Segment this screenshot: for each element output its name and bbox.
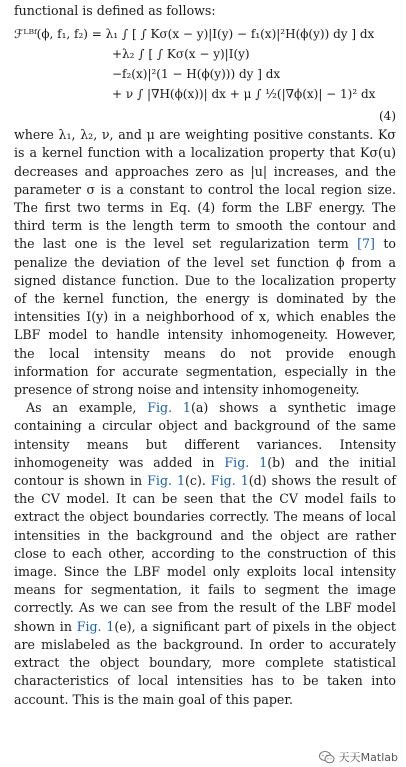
paragraph-2	[14, 399, 396, 708]
equation-line-2: +λ₂ ∫ [ ∫ Kσ(x − y)|I(y)	[112, 47, 250, 62]
equation-4	[14, 24, 396, 126]
watermark-text: 天天Matlab	[338, 751, 398, 764]
paper-page	[14, 2, 396, 709]
equation-number: (4)	[379, 109, 396, 124]
intro-text: functional is defined as follows:	[14, 3, 216, 18]
reference-link[interactable]: Fig. 1	[210, 473, 249, 489]
wechat-icon	[319, 751, 335, 764]
paragraph-text: (a) shows a synthetic image containing a circular object and background of the same intensity means but different variances. Intensity inhomogeneity was added in	[14, 400, 396, 470]
paragraph-text: (e), a significant part of pixels in the object are mislabeled as the background. In order to accurately extract the object boundary, more complete statistical characteristics of local intensities has to be taken into account. This is the main goal of this paper.	[14, 618, 396, 707]
equation-line-3: −f₂(x)|²(1 − H(ϕ(y))) dy ] dx	[112, 67, 281, 82]
paragraph-text: (c).	[185, 473, 211, 489]
paragraph-text: to penalize the deviation of the level set function ϕ from a signed distance function. Due to the localization property of the kernel function, the energy is dominated by the intensities I(y) in a neighborhood of x, which enables the LBF model to handle intensity inhomogeneity. However, the local intensity means do not provide enough information for accurate segmentation, especially in the presence of strong noise and intensity inhomogeneity.	[14, 236, 396, 398]
reference-link[interactable]: Fig. 1	[147, 473, 186, 489]
equation-line-4: + ν ∫ |∇H(ϕ(x))| dx + μ ∫ ½(|∇ϕ(x)| − 1)² dx	[112, 87, 376, 102]
paragraph-text: (b) and the initial contour is shown in	[14, 454, 396, 489]
reference-link[interactable]: Fig. 1	[224, 454, 268, 470]
paragraph-text: where λ₁, λ₂, ν, and μ are weighting positive constants. Kσ is a kernel function with a localization property that Kσ(u) decreases and approaches zero as |u| increases, and the parameter σ is a constant to control the local region size. The first two terms in Eq. (4) form the LBF energy. The third term is the length term to smooth the contour and the last one is the level set regularization term	[14, 127, 396, 252]
reference-link[interactable]: Fig. 1	[76, 618, 115, 634]
reference-link[interactable]: Fig. 1	[147, 400, 191, 416]
reference-link[interactable]: [7]	[357, 236, 375, 252]
paragraph-text: As an example,	[26, 400, 148, 416]
equation-line-1: ℱᴸᴮᶠ(ϕ, f₁, f₂) = λ₁ ∫ [ ∫ Kσ(x − y)|I(y) − f₁(x)|²H(ϕ(y)) dy ] dx	[14, 27, 375, 42]
watermark	[319, 749, 398, 765]
paragraph-1	[14, 126, 396, 399]
paragraph-text: (d) shows the result of the CV model. It can be seen that the CV model fails to extract the object boundaries correctly. The means of local intensities in the background and the object are rather close to each other, according to the construction of this image. Since the LBF model only exploits local intensity means for segmentation, it fails to segment the image correctly. As we can see from the result of the LBF model shown in	[14, 473, 396, 634]
